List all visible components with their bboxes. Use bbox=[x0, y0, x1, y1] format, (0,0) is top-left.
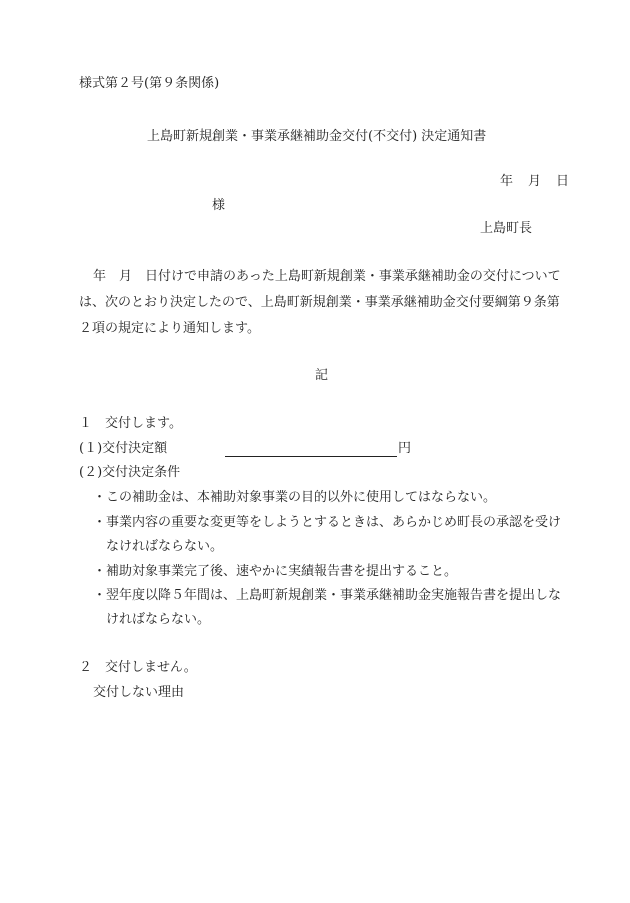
body-line-3: ２項の規定により通知します。 bbox=[79, 321, 260, 336]
condition-3: ・補助対象事業完了後、速やかに実績報告書を提出すること。 bbox=[93, 564, 458, 579]
addressee-suffix: 様 bbox=[212, 198, 226, 213]
body-line-2: は、次のとおり決定したので、上島町新規創業・事業承継補助金交付要綱第９条第 bbox=[79, 295, 560, 310]
condition-2: ・事業内容の重要な変更等をしようとするときは、あらかじめ町長の承認を受け bbox=[93, 515, 562, 530]
condition-4: ・翌年度以降５年間は、上島町新規創業・事業承継補助金実施報告書を提出しな bbox=[93, 588, 562, 603]
section2-heading: ２ 交付しません。 bbox=[79, 660, 197, 675]
ki-heading: 記 bbox=[315, 368, 329, 383]
grant-amount-label: (１)交付決定額 bbox=[79, 441, 168, 456]
body-line-1: 年 月 日付けで申請のあった上島町新規創業・事業承継補助金の交付について bbox=[93, 269, 561, 284]
grant-amount-field bbox=[225, 455, 397, 457]
document-title: 上島町新規創業・事業承継補助金交付(不交付) 決定通知書 bbox=[147, 129, 487, 144]
condition-4-cont: ければならない。 bbox=[106, 612, 211, 627]
issuer-name: 上島町長 bbox=[480, 221, 533, 236]
section1-heading: １ 交付します。 bbox=[79, 416, 182, 431]
date-line: 年 月 日 bbox=[500, 174, 571, 189]
condition-2-cont: なければならない。 bbox=[106, 539, 224, 554]
form-number: 様式第２号(第９条関係) bbox=[79, 76, 220, 91]
condition-1: ・この補助金は、本補助対象事業の目的以外に使用してはならない。 bbox=[93, 490, 497, 505]
grant-amount-unit: 円 bbox=[398, 441, 412, 456]
refusal-reason-label: 交付しない理由 bbox=[93, 685, 185, 700]
conditions-label: (２)交付決定条件 bbox=[79, 465, 181, 480]
